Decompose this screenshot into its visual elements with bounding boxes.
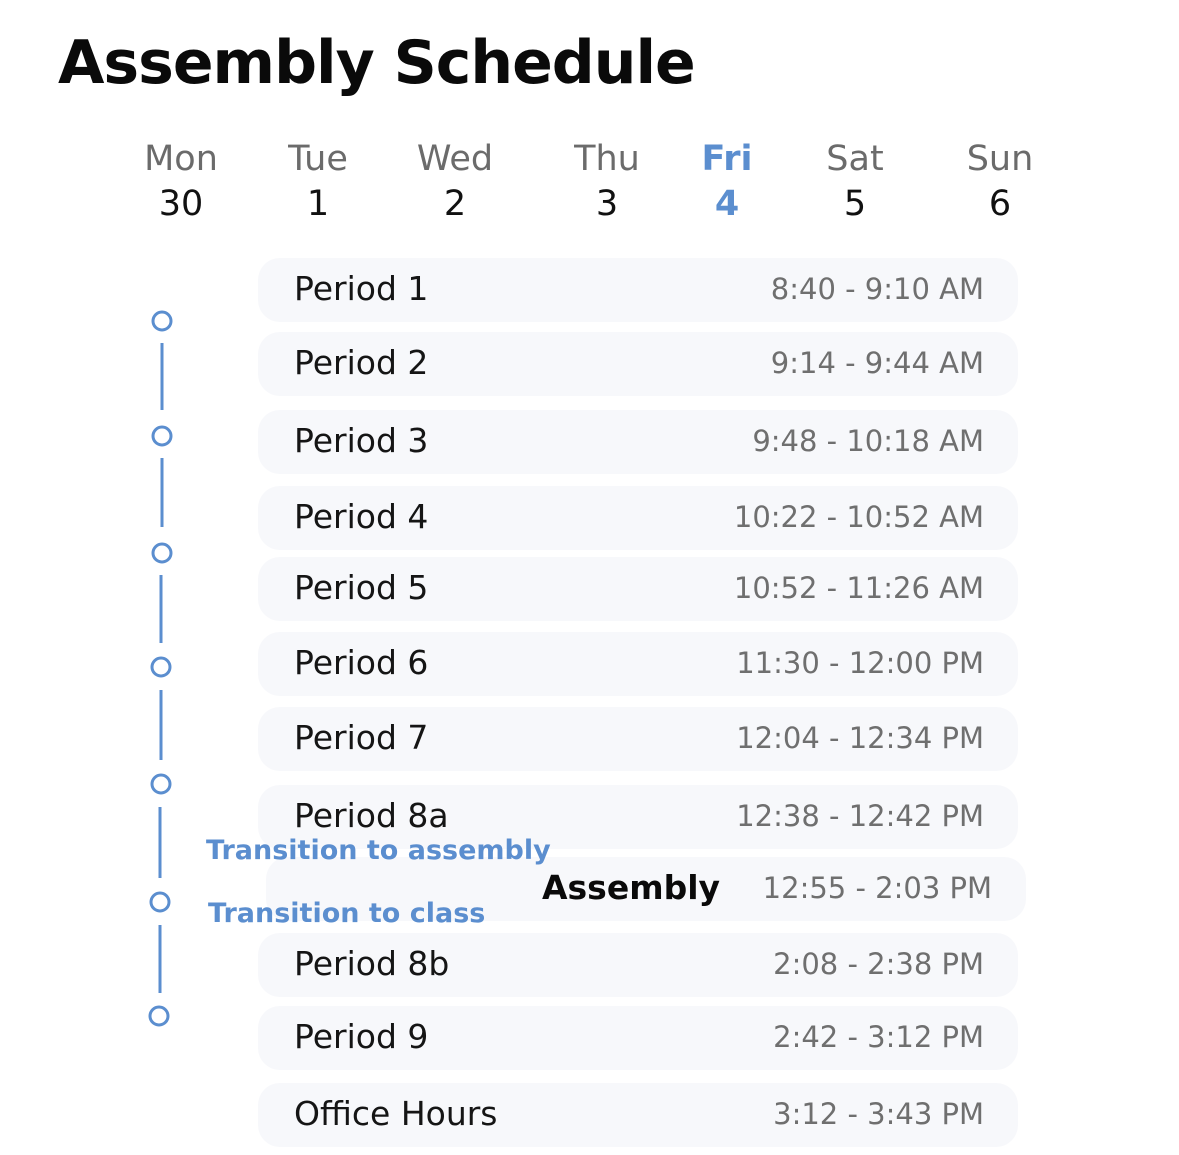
period-time: 8:40 - 9:10 AM (770, 272, 984, 306)
schedule-row-period-7[interactable] (258, 707, 1018, 771)
day-name: Mon (144, 139, 218, 179)
timeline-node (153, 544, 171, 562)
day-wed[interactable] (385, 138, 525, 228)
day-name: Sun (966, 139, 1034, 179)
transition-to-assembly-label: Transition to assembly (206, 835, 551, 866)
timeline-node (153, 312, 171, 330)
period-time: 2:08 - 2:38 PM (773, 947, 984, 981)
day-tue[interactable] (248, 138, 388, 228)
period-time: 12:38 - 12:42 PM (736, 799, 984, 833)
timeline-node (151, 893, 169, 911)
period-time: 12:55 - 2:03 PM (762, 871, 992, 905)
period-time: 11:30 - 12:00 PM (736, 646, 984, 680)
schedule-row-period-4[interactable] (258, 486, 1018, 550)
day-name: Thu (574, 139, 640, 179)
schedule-row-period-1[interactable] (258, 258, 1018, 322)
period-name: Period 1 (294, 269, 429, 308)
day-number: 5 (843, 184, 867, 224)
day-number: 6 (988, 184, 1012, 224)
period-time: 3:12 - 3:43 PM (773, 1097, 984, 1131)
schedule-row-period-8b[interactable] (258, 933, 1018, 997)
period-name: Office Hours (294, 1094, 498, 1133)
period-name: Period 5 (294, 568, 429, 607)
period-name: Period 6 (294, 643, 429, 682)
schedule-row-period-9[interactable] (258, 1006, 1018, 1070)
day-sun[interactable] (930, 138, 1070, 228)
day-thu[interactable] (537, 138, 677, 228)
assembly-name: Assembly (542, 868, 721, 907)
day-number: 4 (714, 184, 740, 224)
timeline-node (150, 1007, 168, 1025)
period-time: 9:14 - 9:44 AM (770, 346, 984, 380)
period-name: Period 8b (294, 944, 450, 983)
transition-to-class-label: Transition to class (208, 898, 486, 929)
period-name: Period 4 (294, 497, 429, 536)
schedule-row-period-3[interactable] (258, 410, 1018, 474)
day-name: Tue (288, 139, 348, 179)
period-time: 2:42 - 3:12 PM (773, 1020, 984, 1054)
timeline-node (152, 658, 170, 676)
day-name: Fri (701, 139, 753, 179)
period-time: 10:52 - 11:26 AM (733, 571, 984, 605)
period-time: 10:22 - 10:52 AM (733, 500, 984, 534)
day-number: 30 (158, 184, 204, 224)
schedule-row-period-2[interactable] (258, 332, 1018, 396)
schedule-row-period-5[interactable] (258, 557, 1018, 621)
day-name: Wed (416, 139, 494, 179)
period-name: Period 7 (294, 718, 429, 757)
schedule-row-office-hours[interactable] (258, 1083, 1018, 1147)
timeline-connector (0, 0, 220, 1155)
day-number: 3 (595, 184, 619, 224)
period-name: Period 3 (294, 421, 429, 460)
day-number: 1 (306, 184, 330, 224)
period-name: Period 8a (294, 796, 449, 835)
day-sat[interactable] (785, 138, 925, 228)
page-title: Assembly Schedule (58, 28, 695, 98)
day-fri-selected[interactable] (657, 138, 797, 228)
timeline-node (153, 427, 171, 445)
period-time: 9:48 - 10:18 AM (752, 424, 984, 458)
day-number: 2 (443, 184, 467, 224)
period-name: Period 2 (294, 343, 429, 382)
period-time: 12:04 - 12:34 PM (736, 721, 984, 755)
day-name: Sat (826, 139, 884, 179)
schedule-row-period-6[interactable] (258, 632, 1018, 696)
period-name: Period 9 (294, 1017, 429, 1056)
timeline-node (152, 775, 170, 793)
